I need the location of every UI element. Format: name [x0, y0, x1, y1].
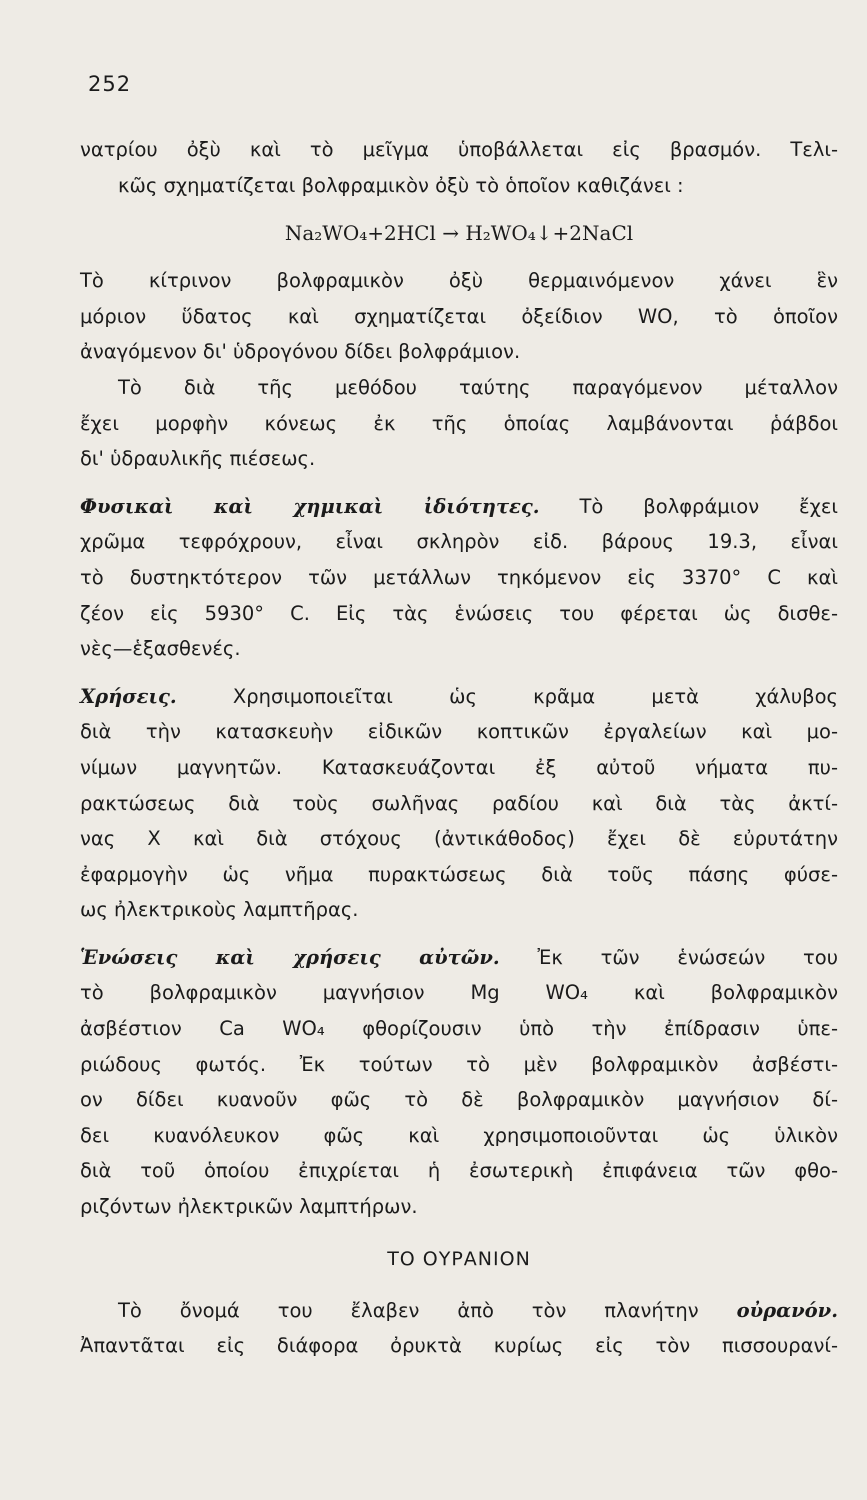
- paragraph-uses: [80, 679, 838, 928]
- text-line: ριζόντων ἠλεκτρικῶν λαμπτήρων.: [80, 1195, 418, 1219]
- page-body: [80, 132, 838, 1364]
- paragraph-yellow-acid: [80, 263, 838, 370]
- section-title-uranium: ΤΟ ΟΥΡΑΝΙΟΝ: [387, 1247, 531, 1270]
- page-number: 252: [88, 72, 132, 96]
- text-line: κῶς σχηματίζεται βολφραμικὸν ὀξὺ τὸ ὁποῖον καθιζάνει :: [118, 173, 684, 197]
- paragraph-method: [80, 370, 838, 477]
- text-line: ἀναγόμενον δι' ὑδρογόνου δίδει βολφράμιον.: [80, 340, 521, 364]
- text-line: νὲς—ἑξασθενές.: [80, 637, 241, 661]
- text-line: διὰ τοῦ ὁποίου ἐπιχρίεται ἡ ἐσωτερικὴ ἐπιφάνεια τῶν φθο-: [80, 1159, 838, 1183]
- text-line: νατρίου ὀξὺ καὶ τὸ μεῖγμα ὑποβάλλεται εἰς βρασμόν. Τελι-: [80, 138, 838, 161]
- text-line: ον δίδει κυανοῦν φῶς τὸ δὲ βολφραμικὸν μαγνήσιον δί-: [80, 1088, 838, 1112]
- text-line: τὸ δυστηκτότερον τῶν μετάλλων τηκόμενον εἰς 3370° C καὶ: [80, 565, 838, 589]
- paragraph-uranium: [80, 1293, 838, 1364]
- paragraph-compounds: [80, 940, 838, 1225]
- text-line: χρῶμα τεφρόχρουν, εἶναι σκληρὸν εἰδ. βάρους 19.3, εἶναι: [80, 530, 838, 554]
- text-line: Ἑνώσεις καὶ χρήσεις αὐτῶν. Ἐκ τῶν ἑνώσεών του: [80, 945, 839, 969]
- text-line: ριώδους φωτός. Ἐκ τούτων τὸ μὲν βολφραμικὸν ἀσβέστι-: [80, 1052, 838, 1076]
- paragraph-sodium: [80, 132, 838, 203]
- text-line: ἐφαρμογὴν ὡς νῆμα πυρακτώσεως διὰ τοῦς πάσης φύσε-: [80, 862, 838, 886]
- text-line: Τὸ διὰ τῆς μεθόδου ταύτης παραγόμενον μέταλλον: [118, 375, 838, 399]
- text-line: δι' ὑδραυλικῆς πιέσεως.: [80, 447, 316, 471]
- text-line: Ἀπαντᾶται εἰς διάφορα ὀρυκτὰ κυρίως εἰς τὸν πισσουρανί-: [80, 1334, 838, 1358]
- text-line: μόριον ὕδατος καὶ σχηματίζεται ὀξείδιον WO, τὸ ὁποῖον: [80, 304, 838, 328]
- emphasized-word: οὐρανόν.: [736, 1298, 838, 1322]
- text-line: Τὸ ὄνομά του ἔλαβεν ἀπὸ τὸν πλανήτην οὐρανόν.: [118, 1298, 838, 1322]
- text-line: νας Χ καὶ διὰ στόχους (ἀντικάθοδος) ἔχει δὲ εὐρυτάτην: [80, 827, 838, 851]
- text-line: ρακτώσεως διὰ τοὺς σωλῆνας ραδίου καὶ διὰ τὰς ἀκτί-: [80, 791, 838, 815]
- text-line: Τὸ κίτρινον βολφραμικὸν ὀξὺ θερμαινόμενον χάνει ἓν: [80, 269, 838, 293]
- paragraph-properties: [80, 489, 838, 667]
- text-line: ἔχει μορφὴν κόνεως ἐκ τῆς ὁποίας λαμβάνονται ῥάβδοι: [80, 411, 838, 435]
- text-line: διὰ τὴν κατασκευὴν εἰδικῶν κοπτικῶν ἐργαλείων καὶ μο-: [80, 720, 838, 744]
- text-line: Φυσικαὶ καὶ χημικαὶ ἰδιότητες. Τὸ βολφράμιον ἔχει: [80, 494, 838, 518]
- text-line: νίμων μαγνητῶν. Κατασκευάζονται ἐξ αὐτοῦ νήματα πυ-: [80, 755, 838, 779]
- text-line: τὸ βολφραμικὸν μαγνήσιον Mg WO₄ καὶ βολφραμικὸν: [80, 981, 838, 1005]
- section-heading-compounds: Ἑνώσεις καὶ χρήσεις αὐτῶν.: [80, 945, 500, 969]
- text-line: Χρήσεις. Χρησιμοποιεῖται ὡς κρᾶμα μετὰ χάλυβος: [80, 684, 838, 708]
- text-line: ως ἠλεκτρικοὺς λαμπτῆρας.: [80, 898, 359, 922]
- text-line: δει κυανόλευκον φῶς καὶ χρησιμοποιοῦνται ὡς ὑλικὸν: [80, 1123, 838, 1147]
- chemical-equation: Na₂WO₄+2HCl → H₂WO₄↓+2NaCl: [284, 221, 634, 246]
- section-heading-uses: Χρήσεις.: [80, 684, 177, 708]
- section-heading-properties: Φυσικαὶ καὶ χημικαὶ ἰδιότητες.: [80, 494, 540, 518]
- text-line: ζέον εἰς 5930° C. Εἰς τὰς ἑνώσεις του φέρεται ὡς δισθε-: [80, 601, 838, 625]
- text-line: ἀσβέστιον Ca WO₄ φθορίζουσιν ὑπὸ τὴν ἐπίδρασιν ὑπε-: [80, 1017, 838, 1041]
